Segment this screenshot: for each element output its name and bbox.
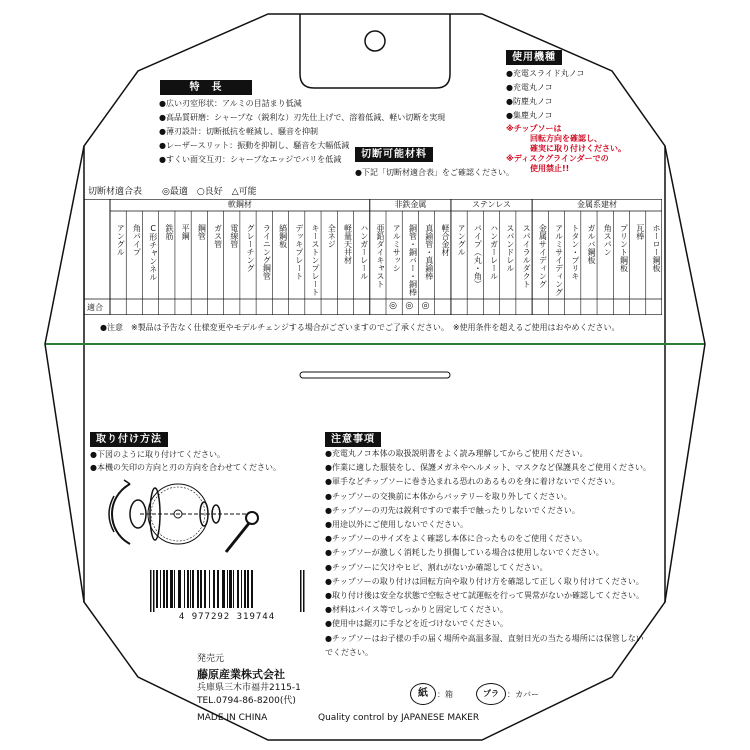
seller-address: 兵庫県三木市福井2115-1: [197, 683, 301, 693]
table-column-header: ガス管: [213, 224, 223, 248]
caution-item: ●チップソーはお子様の手の届く場所や高温多湿、直射日光の当たる場所には保管しないでください。: [325, 633, 644, 657]
table-column-header: トタン・ブリキ: [570, 224, 580, 280]
machines-list: [506, 67, 584, 123]
feature-item: ●広い刃室形状：アルミの目詰まり低減: [159, 99, 302, 108]
table-column-header: キーストンプレート: [311, 224, 321, 296]
table-rating-mark: ◎: [405, 301, 414, 311]
barcode: [146, 570, 308, 612]
seller-tel: TEL.0794-86-8200(代): [197, 696, 296, 706]
feature-item: ●薄刃設計：切断抵抗を軽減し、騒音を抑制: [159, 127, 318, 136]
caution-item: ●チップソーの交換前に本体からバッテリーを取り外してください。: [325, 491, 572, 501]
machine-item: ●集塵丸ノコ: [506, 111, 553, 120]
table-column-header: グレーチング: [246, 224, 256, 272]
table-column-header: スパイラルダクト: [522, 224, 532, 288]
wrench-icon: [226, 512, 258, 552]
table-column-header: 軽合金材: [440, 224, 450, 256]
table-rating-mark: ◎: [421, 301, 430, 311]
machine-item: ●充電丸ノコ: [506, 83, 553, 92]
caution-item: ●取り付け後は安全な状態で空転させて試運転を行って異常がないか確認してください。: [325, 591, 644, 601]
seller-company: 藤原産業株式会社: [197, 668, 285, 681]
feature-item: ●すくい面交互刃：シャープなエッジでバリを低減: [159, 155, 342, 164]
table-column-header: 縞鋼板: [278, 224, 288, 248]
table-title: 切断材適合表: [88, 187, 143, 197]
mounting-diagram: [100, 476, 300, 556]
caution-item: ●材料はバイス等でしっかりと固定してください。: [325, 605, 508, 615]
recycle-paper-icon: 紙: [410, 683, 436, 705]
table-group-header: 金属系建材: [577, 200, 618, 209]
compatibility-table: [84, 199, 662, 315]
recycle-plastic-text: ：カバー: [507, 690, 539, 699]
table-column-header: 電線管: [229, 224, 239, 248]
caution-item: ●チップソーに欠けやヒビ、割れがないか確認してください。: [325, 562, 548, 572]
table-group-header: ステンレス: [472, 200, 512, 209]
table-column-header: ライニング鋼管: [262, 224, 272, 280]
feature-item: ●高品質研磨：シャープな（鋭利な）刃先仕上げで、溶着低減、軽い切断を実現: [159, 113, 446, 122]
table-column-header: C形チャンネル: [148, 224, 158, 281]
caution-item: ●チップソーの取り付けは回転方向や取り付け方を確認して正しく取り付けてください。: [325, 576, 644, 586]
table-column-header: 鉄筋: [164, 224, 174, 240]
recycle-paper-text: ：箱: [437, 690, 453, 699]
table-column-header: ハンガーレール: [359, 224, 369, 280]
cuttable-heading: 切断可能材料: [355, 147, 433, 162]
machine-item: ●充電スライド丸ノコ: [506, 69, 585, 78]
table-column-header: 金属サイディング: [538, 224, 548, 288]
mounting-list: [90, 448, 281, 474]
machine-item: ●防塵丸ノコ: [506, 97, 553, 106]
table-row-label: 適合: [87, 303, 103, 312]
seller-label: 発売元: [197, 654, 225, 664]
table-column-header: 角スパン: [603, 224, 613, 256]
table-column-header: アルミサッシ: [392, 224, 402, 272]
table-note: ●注意 ※製品は予告なく仕様変更やモデルチェンジする場合がございますのでご了承ください。 ※使用条件を超えるご使用はおやめください。: [100, 323, 620, 332]
machines-warning: ※チップソーは 回転方向を確認し、 確実に取り付けください。 ※ディスクグラインダーでの 使用禁止!!: [506, 124, 626, 173]
mounting-item: ●本機の矢印の方向と刃の方向を合わせてください。: [90, 463, 281, 472]
table-column-header: パイプ（丸・角）: [473, 224, 483, 288]
features-heading: 特 長: [160, 80, 252, 95]
table-column-header: ハンガーレール: [489, 224, 499, 280]
caution-item: ●作業に適した服装をし、保護メガネやヘルメット、マスクなど保護具をご使用ください。: [325, 463, 652, 473]
caution-item: ●チップソーが激しく消耗したり損傷している場合は使用しないでください。: [325, 548, 604, 558]
table-rating-mark: ◎: [389, 301, 397, 311]
table-group-header: 非鉄金属: [394, 200, 427, 209]
recycle-plastic-icon: プラ: [476, 683, 506, 705]
table-legend: ◎最適 ○良好 △可能: [162, 187, 257, 197]
table-column-header: デッキプレート: [294, 224, 304, 280]
table-column-header: ホーロー鋼板: [652, 224, 661, 272]
caution-item: ●チップソーのサイズをよく確認し本体に合ったものをご使用ください。: [325, 534, 588, 544]
table-column-header: アングル: [116, 224, 126, 256]
table-column-header: スパンドレル: [505, 224, 515, 272]
caution-item: ●チップソーの刃先は鋭利ですので素手で触ったりしないでください。: [325, 505, 580, 515]
origin-text: MADE IN CHINA: [197, 713, 268, 723]
cuttable-note: ●下記「切断材適合表」をご確認ください。: [355, 168, 514, 177]
feature-item: ●レーザースリット：振動を抑制し、騒音を大幅低減: [159, 141, 350, 150]
mounting-heading: 取り付け方法: [90, 432, 168, 447]
caution-item: ●充電丸ノコ本体の取扱説明書をよく読み理解してからご使用ください。: [325, 449, 588, 458]
cautions-heading: 注意事項: [325, 432, 381, 447]
table-column-header: 銅管・銅バー・銅棒: [408, 224, 418, 296]
table-column-header: 全ネジ: [327, 224, 337, 248]
table-column-header: 平鋼: [181, 224, 191, 240]
table-column-header: 瓦棒: [635, 224, 645, 240]
table-column-header: プリント鋼板: [619, 224, 629, 272]
cautions-list: [325, 447, 651, 660]
table-column-header: アングル: [457, 224, 467, 256]
quality-text: Quality control by JAPANESE MAKER: [318, 713, 480, 723]
table-group-header: 軟鋼材: [227, 200, 252, 209]
caution-item: ●軍手などチップソーに巻き込まれる恐れのあるものを身に着けないでください。: [325, 477, 620, 487]
barcode-number: 4 977292 319744: [178, 612, 276, 622]
table-column-header: 軽量天井材: [343, 224, 353, 264]
table-column-header: 亜鉛ダイキャスト: [376, 224, 385, 288]
table-column-header: アルミサイディング: [554, 224, 564, 296]
barcode-bars: [146, 570, 308, 612]
caution-item: ●使用中は鋸刃に手などを近づけないでください。: [325, 619, 508, 629]
machines-heading: 使用機種: [506, 50, 562, 65]
table-column-header: 角パイプ: [132, 224, 142, 256]
caution-item: ●用途以外にご使用しないでください。: [325, 520, 468, 530]
table-column-header: 真鍮管・真鍮棒: [424, 224, 434, 280]
mounting-item: ●下図のように取り付けてください。: [90, 450, 225, 459]
table-column-header: 鋼管: [197, 224, 207, 240]
table-column-header: ガルバ鋼板: [587, 224, 597, 264]
